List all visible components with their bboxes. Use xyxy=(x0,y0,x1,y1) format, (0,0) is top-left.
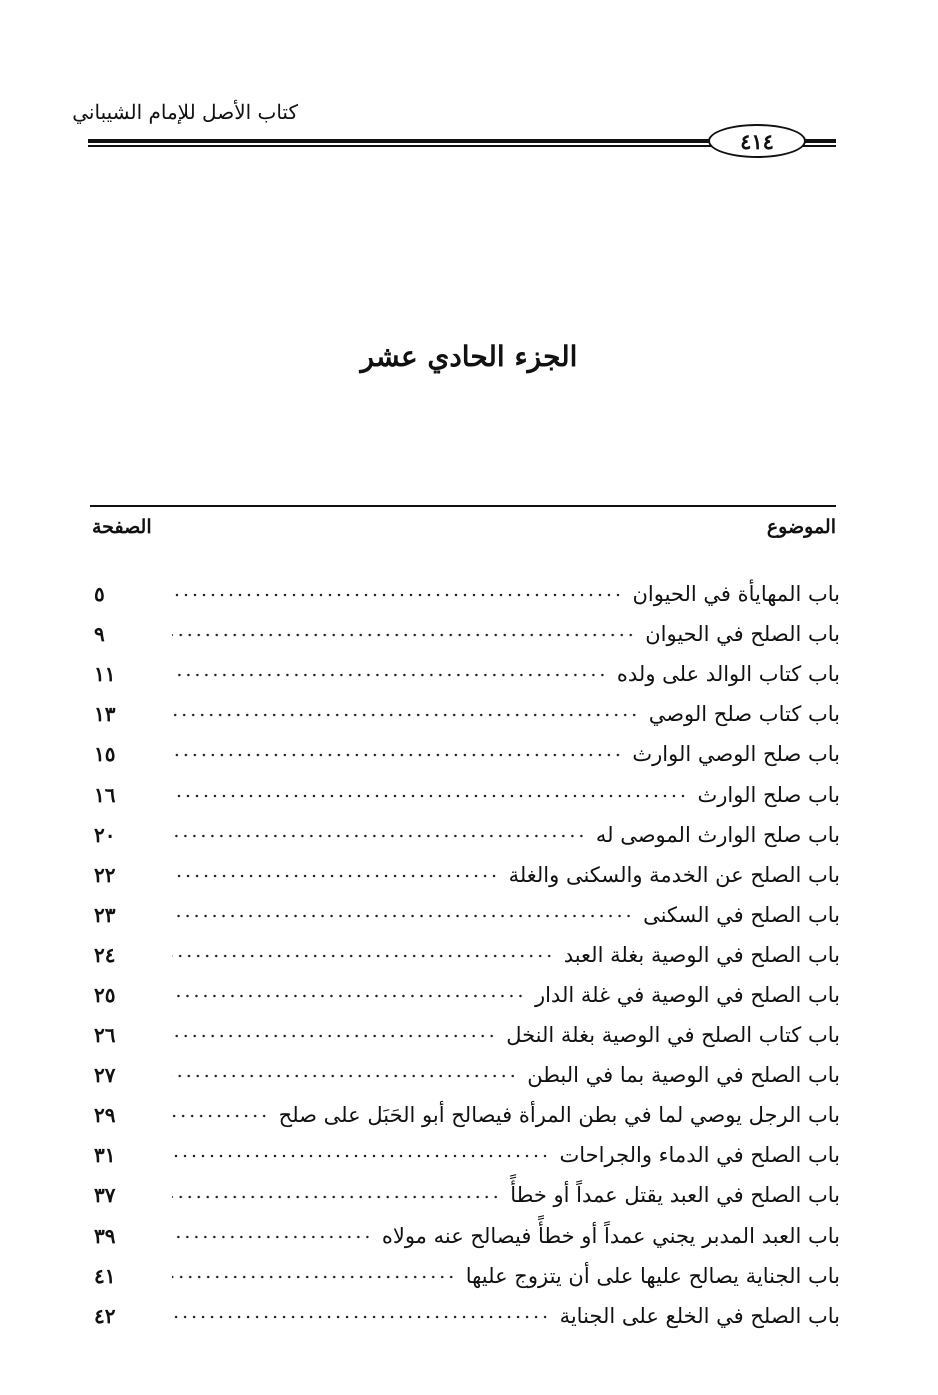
dot-leader xyxy=(172,666,607,684)
toc-entry xyxy=(90,694,840,734)
toc-entry xyxy=(90,654,840,694)
toc-entry-page: ٣١ xyxy=(94,1143,116,1168)
toc-entry xyxy=(90,855,840,895)
page-column-header: الصفحة xyxy=(92,516,152,538)
book-title: كتاب الأصل للإمام الشيباني xyxy=(72,100,298,124)
dot-leader xyxy=(172,1228,372,1246)
dot-leader xyxy=(172,867,499,885)
toc-entry xyxy=(90,614,840,654)
toc-entry-topic: باب كتاب صلح الوصي xyxy=(648,702,840,727)
toc-entry-topic: باب صلح الوارث xyxy=(697,782,840,807)
dot-leader xyxy=(172,746,622,764)
toc-entry xyxy=(90,774,840,814)
toc-entry-page: ٣٧ xyxy=(94,1183,116,1208)
toc-entry-topic: باب صلح الوصي الوارث xyxy=(632,742,840,767)
dot-leader xyxy=(172,1147,550,1165)
toc-entry-topic: باب صلح الوارث الموصى له xyxy=(595,822,840,847)
toc-entry-topic: باب الصلح في العبد يقتل عمداً أو خطأً xyxy=(510,1183,840,1208)
toc-entry-page: ٣٩ xyxy=(94,1223,116,1248)
toc-entry-topic: باب الصلح في الخلع على الجناية xyxy=(559,1303,840,1328)
toc-entry-topic: باب الصلح في الوصية بغلة العبد xyxy=(563,942,840,967)
toc-entry xyxy=(90,1135,840,1175)
toc-entry xyxy=(90,574,840,614)
toc-entry-topic: باب العبد المدبر يجني عمداً أو خطأً فيصالح عنه مولاه xyxy=(381,1223,840,1248)
toc-entry-topic: باب الجناية يصالح عليها على أن يتزوج عليها xyxy=(465,1263,840,1288)
dot-leader xyxy=(172,947,554,965)
dot-leader xyxy=(172,586,622,604)
dot-leader xyxy=(172,626,635,644)
toc-entry-topic: باب الرجل يوصي لما في بطن المرأة فيصالح أبو الحَبَل على صلح xyxy=(278,1103,840,1128)
toc-entry-page: ٢٢ xyxy=(94,862,116,887)
dot-leader xyxy=(172,1027,496,1045)
toc-entry-page: ٥ xyxy=(94,582,105,607)
toc-entry xyxy=(90,1055,840,1095)
toc-entry xyxy=(90,1175,840,1215)
part-title: الجزء الحادي عشر xyxy=(360,340,578,373)
toc-entry-page: ١١ xyxy=(94,662,116,687)
dot-leader xyxy=(172,1107,269,1125)
toc-entry-page: ٤١ xyxy=(94,1263,116,1288)
toc-entry-page: ٢٧ xyxy=(94,1063,116,1088)
toc-entry xyxy=(90,815,840,855)
toc-entry xyxy=(90,1296,840,1336)
dot-leader xyxy=(172,1268,456,1286)
toc-entry-page: ٢٣ xyxy=(94,902,116,927)
toc-entry-page: ١٥ xyxy=(94,742,116,767)
toc-entry-page: ٩ xyxy=(94,622,105,647)
toc-entry-page: ٢٩ xyxy=(94,1103,116,1128)
dot-leader xyxy=(172,987,525,1005)
running-header xyxy=(72,98,836,158)
topic-column-header: الموضوع xyxy=(766,516,836,538)
dot-leader xyxy=(172,787,687,805)
dot-leader xyxy=(172,1308,550,1326)
toc-entry-page: ١٦ xyxy=(94,782,116,807)
dot-leader xyxy=(172,1188,500,1206)
toc-entry xyxy=(90,975,840,1015)
toc-entry xyxy=(90,935,840,975)
table-of-contents xyxy=(90,574,840,1336)
toc-entry xyxy=(90,1216,840,1256)
toc-entry xyxy=(90,1095,840,1135)
dot-leader xyxy=(172,827,586,845)
toc-entry-topic: باب المهايأة في الحيوان xyxy=(632,582,840,607)
table-header-rule xyxy=(90,505,836,507)
toc-entry-topic: باب الصلح في الحيوان xyxy=(645,622,840,647)
toc-entry-topic: باب الصلح في السكنى xyxy=(643,902,840,927)
toc-entry-topic: باب الصلح عن الخدمة والسكنى والغلة xyxy=(508,862,840,887)
dot-leader xyxy=(172,706,639,724)
toc-entry-page: ٢٥ xyxy=(94,982,116,1007)
toc-entry-topic: باب الصلح في الوصية في غلة الدار xyxy=(534,982,840,1007)
toc-entry-topic: باب كتاب الوالد على ولده xyxy=(616,662,840,687)
toc-entry-page: ٤٢ xyxy=(94,1303,116,1328)
toc-entry xyxy=(90,1015,840,1055)
toc-entry-page: ٢٦ xyxy=(94,1023,116,1048)
toc-entry-page: ١٣ xyxy=(94,702,116,727)
toc-entry-page: ٢٠ xyxy=(94,822,116,847)
dot-leader xyxy=(172,907,633,925)
toc-entry-topic: باب كتاب الصلح في الوصية بغلة النخل xyxy=(506,1023,840,1048)
page-number: ٤١٤ xyxy=(708,124,806,158)
toc-entry xyxy=(90,895,840,935)
toc-entry xyxy=(90,1256,840,1296)
toc-entry-page: ٢٤ xyxy=(94,942,116,967)
toc-entry-topic: باب الصلح في الوصية بما في البطن xyxy=(527,1063,840,1088)
toc-entry xyxy=(90,734,840,774)
toc-entry-topic: باب الصلح في الدماء والجراحات xyxy=(559,1143,840,1168)
dot-leader xyxy=(172,1067,517,1085)
